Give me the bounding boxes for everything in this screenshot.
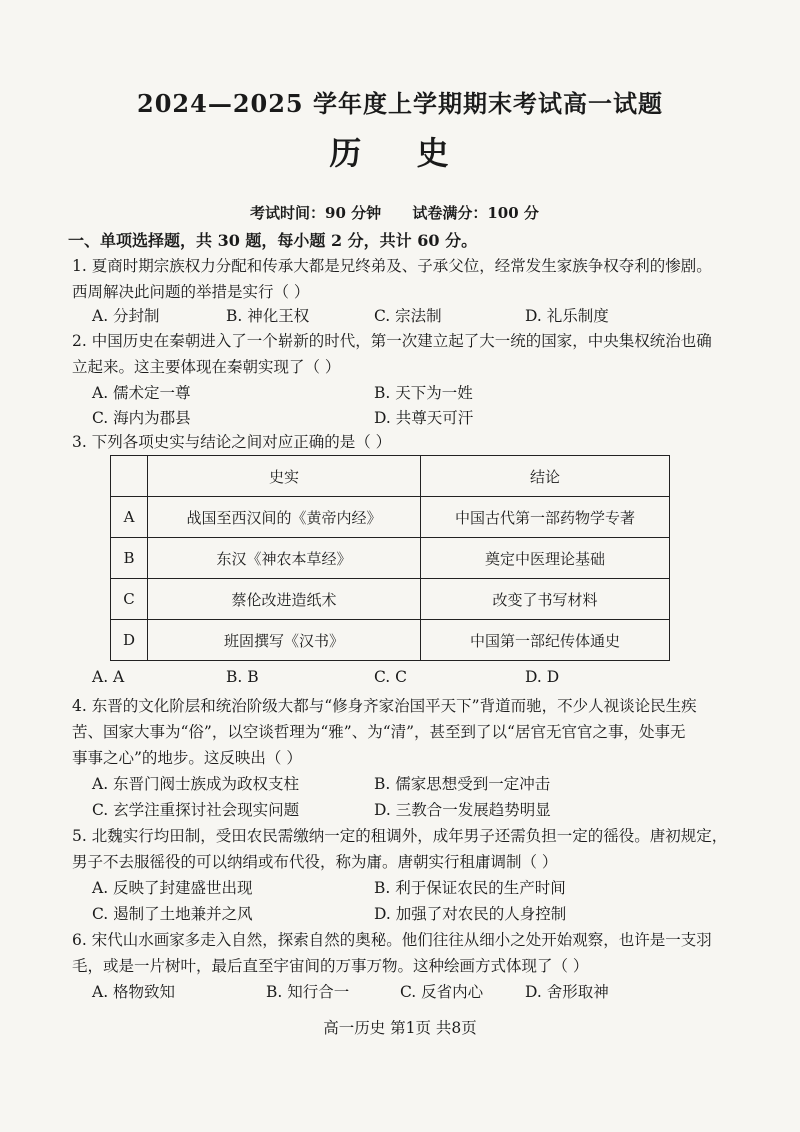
q2-option-b: B. 天下为一姓: [374, 384, 473, 402]
q5-option-b: B. 利于保证农民的生产时间: [374, 879, 566, 897]
table-cell: 中国第一部纪传体通史: [421, 620, 670, 661]
exam-time: 考试时间：90 分钟: [250, 204, 382, 222]
exam-info: [250, 202, 565, 223]
table-cell: 奠定中医理论基础: [421, 538, 670, 579]
table-header-cell: 结论: [421, 456, 670, 497]
q4-option-b: B. 儒家思想受到一定冲击: [374, 775, 551, 793]
q2-option-c: C. 海内为郡县: [92, 409, 191, 427]
q4-option-a: A. 东晋门阀士族成为政权支柱: [92, 775, 300, 793]
q4-stem-line1: 4. 东晋的文化阶层和统治阶级大都与“修身齐家治国平天下”背道而驰，不少人视谈论民生疾: [72, 697, 697, 715]
q1-option-d: D. 礼乐制度: [525, 307, 609, 325]
page-footer: 高一历史 第1页 共8页: [323, 1019, 477, 1037]
q6-stem-line2: 毛，或是一片树叶，最后直至宇宙间的万事万物。这种绘画方式体现了（ ）: [72, 957, 589, 975]
table-header-row: [111, 456, 670, 497]
q6-option-b: B. 知行合一: [266, 983, 350, 1001]
q2-option-d: D. 共尊天可汗: [374, 409, 474, 427]
q4-stem-line2: 苦、国家大事为“俗”，以空谈哲理为“雅”、为“清”，甚至到了以“居官无官官之事，处事无: [72, 723, 686, 741]
table-cell: C: [111, 579, 148, 620]
table-cell: 蔡伦改进造纸术: [148, 579, 421, 620]
table-cell: D: [111, 620, 148, 661]
q5-option-a: A. 反映了封建盛世出现: [92, 879, 253, 897]
q5-option-d: D. 加强了对农民的人身控制: [374, 905, 567, 923]
q3-stem: 3. 下列各项史实与结论之间对应正确的是（ ）: [72, 433, 392, 451]
q4-option-c: C. 玄学注重探讨社会现实问题: [92, 801, 300, 819]
q6-stem-line1: 6. 宋代山水画家多走入自然，探索自然的奥秘。他们往往从细小之处开始观察，也许是一支羽: [72, 931, 712, 949]
q3-option-a: A. A: [92, 668, 125, 686]
q5-option-c: C. 遏制了土地兼并之风: [92, 905, 253, 923]
q3-option-d: D. D: [525, 668, 560, 686]
table-cell: 战国至西汉间的《黄帝内经》: [148, 497, 421, 538]
q5-stem-line1: 5. 北魏实行均田制，受田农民需缴纳一定的租调外，成年男子还需负担一定的徭役。唐初规定，: [72, 827, 728, 845]
exam-score: 试卷满分：100 分: [412, 204, 539, 222]
table-cell: 东汉《神农本草经》: [148, 538, 421, 579]
table-header-cell: [111, 456, 148, 497]
q3-option-c: C. C: [374, 668, 408, 686]
table-row: [111, 497, 670, 538]
q5-stem-line2: 男子不去服徭役的可以纳绢或布代役，称为庸。唐朝实行租庸调制（ ）: [72, 853, 558, 871]
q4-stem-line3: 事事之心”的地步。这反映出（ ）: [72, 749, 302, 767]
q1-stem-line2: 西周解决此问题的举措是实行（ ）: [72, 283, 310, 301]
table-cell: 班固撰写《汉书》: [148, 620, 421, 661]
q2-stem-line1: 2. 中国历史在秦朝进入了一个崭新的时代，第一次建立起了大一统的国家，中央集权统治也确: [72, 332, 712, 350]
exam-title: 2024—2025 学年度上学期期末考试高一试题: [137, 89, 663, 118]
q2-stem-line2: 立起来。这主要体现在秦朝实现了（ ）: [72, 358, 341, 376]
q1-option-c: C. 宗法制: [374, 307, 442, 325]
table-cell: B: [111, 538, 148, 579]
table-row: [111, 538, 670, 579]
q2-option-a: A. 儒术定一尊: [92, 384, 191, 402]
q1-option-b: B. 神化王权: [226, 307, 310, 325]
q6-option-a: A. 格物致知: [92, 983, 176, 1001]
subject-title: 历 史: [329, 134, 471, 172]
table-cell: 改变了书写材料: [421, 579, 670, 620]
table-cell: 中国古代第一部药物学专著: [421, 497, 670, 538]
q3-table: [110, 455, 670, 661]
table-row: [111, 579, 670, 620]
section-heading: 一、单项选择题，共 30 题，每小题 2 分，共计 60 分。: [68, 231, 478, 250]
table-cell: A: [111, 497, 148, 538]
q1-option-a: A. 分封制: [92, 307, 160, 325]
q4-option-d: D. 三教合一发展趋势明显: [374, 801, 551, 819]
q1-stem-line1: 1. 夏商时期宗族权力分配和传承大都是兄终弟及、子承父位，经常发生家族争权夺利的惨剧。: [72, 257, 712, 275]
q6-option-d: D. 舍形取神: [525, 983, 609, 1001]
q6-option-c: C. 反省内心: [400, 983, 484, 1001]
table-row: [111, 620, 670, 661]
table-header-cell: 史实: [148, 456, 421, 497]
q3-option-b: B. B: [226, 668, 259, 686]
